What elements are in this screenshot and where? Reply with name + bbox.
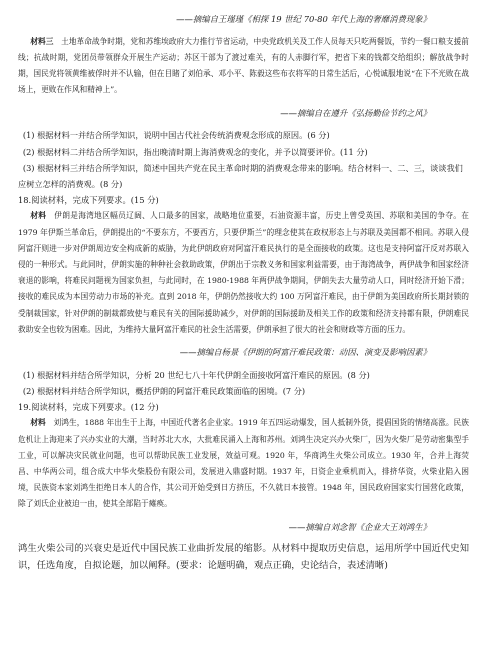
question-heading	[18, 399, 469, 415]
source-citation-text: ——摘编自在遵升《弘扬勤俭节约之风》	[280, 107, 431, 118]
material-1-text: 刘鸿生，1888 年出生于上海，中国近代著名企业家。1919 年五四运动爆发，国人抵制外货，提倡国货的情绪高涨。民族危机让上海迎来了兴办实业的大潮，当时苏北大水，大批难民涌入上海和苏州。刘鸿生决定兴办火柴厂，因为火柴厂是劳动密集型手工业，可以解决灾民就业问题，也可以帮助民族工业发展，效益可观。1920 年，华商鸿生火柴公司成立。1930 年，合并上海荧昌、中华两公司，组合成大中华火柴股份有限公司，发展进入鼎盛时期。1937 年，日资企业乘机而入，排挤华资，火柴业陷入困境，民族资本家刘鸿生拒绝日本人的合作，其公司开始受到日方挤压，不久就日本接管。1948 年，国民政府国家实行国营化政策，除了刘氏企业被迫一由，使其全部陷于瘫痪。	[18, 418, 469, 509]
question-text: (2) 根据材料并结合所学知识，概括伊朗的阿富汗难民政策面临的困境。(7 分)	[22, 386, 306, 396]
question	[18, 144, 469, 160]
question	[18, 160, 469, 192]
source-citation	[18, 521, 469, 533]
question-text: (1) 根据材料一并结合所学知识，说明中国古代社会传统消费观念形成的原因。(6 分)	[22, 130, 330, 141]
question-heading-text: 18.阅读材料，完成下列要求。(15 分)	[18, 195, 159, 206]
material-label: 材料三	[30, 36, 54, 46]
source-citation-text: ——摘编自王瑾瑾《相探 19 世纪 70-80 年代上海的奢靡消费现象》	[176, 14, 431, 25]
material-3	[18, 34, 469, 99]
question-text: (3) 根据材料三并结合所学知识，简述中国共产党在民主革命时期的消费观念带来的影响。结合材料一、二、三，谈谈我们应树立怎样的消费观。(8 分)	[18, 162, 463, 189]
question-heading-text: 19.阅读材料，完成下列要求。(12 分)	[18, 402, 159, 413]
question-text: (2) 根据材料二并结合所学知识，指出晚清时期上海消费观念的变化，并予以简要评价。(11 分)	[22, 146, 368, 157]
source-citation	[18, 13, 469, 25]
material-label: 材料	[30, 211, 47, 221]
source-citation	[18, 107, 469, 119]
prompt-text-text: 鸿生火柴公司的兴衰史是近代中国民族工业曲折发展的缩影。从材料中提取历史信息，运用所学中国近代史知识，任选角度，自拟论题，加以阐释。(要求：论题明确，观点正确，史论结合，表述清晰)	[18, 543, 469, 571]
material-1-text: 伊朗是海湾地区幅员辽阔、人口最多的国家，战略地位重要，石油资源丰富，历史上曾受英国、苏联和美国的争夺。在 1979 年伊斯兰革命后，伊朗提出的“不要东方，不要西方，只要伊斯兰”的理念使其在政权形态上与苏联及美国都不相同。苏联入侵阿富汗则进一步对伊朗周边安全构成新的威胁，为此伊朗政府对阿富汗难民执行的是全面接收的政策。这也是支持阿富汗反对苏联入侵的一种形式。与此同时，伊朗实施的种种社会救助政策，伊朗出于宗教义务和国家利益需要，由于海湾战争，两伊战争和国家经济衰退的影响，将难民问题视为国家负担，与此同时，在 1980-1988 年两伊战争期间，伊朗失去大量劳动人口，同时经济开始下滑；接收的难民成为本国劳动力市场的补充。直到 2018 年，伊朗仍然接收大约 100 万阿富汗难民，由于伊朗为美国政府所长期封锁的受制裁国家，针对伊朗的制裁都致使与难民有关的国际援助减少，对伊朗的国际援助及相关工作的政策和经济支持都有限，伊朗难民救助安全也较为困难。因此，为维持大量阿富汗难民的社会生活需要，伊朗承担了很大的社会和财政等方面的压力。	[18, 211, 469, 334]
material-3-text: 土地革命战争时期，党和苏维埃政府大力推行节省运动，中央党政机关及工作人员每天只吃两餐饭，节约一餐口粮支援前线；抗战时期，党团员带领群众开展生产运动；苏区干部为了渡过难关，有的人赤脚行军，把省下来的钱都交给组织；解放战争时期，国民党将领黄维被俘时并不认输，但在目睹了刘伯承、邓小平、陈毅这些布衣将军的日常生活后，心悦诚服地说“在下不光败在战场上，更败在作风和精神上”。	[18, 36, 469, 95]
question	[18, 383, 469, 399]
question	[18, 127, 469, 143]
material-1	[18, 208, 469, 338]
source-citation-text: ——摘编自杨景《伊朗的阿富汗难民政策：动因、演变及影响因素》	[179, 347, 431, 358]
question-text: (1) 根据材料并结合所学知识，分析 20 世纪七八十年代伊朗全面接收阿富汗难民的原因。(8 分)	[22, 369, 370, 380]
material-1	[18, 415, 469, 512]
prompt-text	[18, 541, 469, 574]
source-citation-text: ——摘编自刘念智《企业大王刘鸿生》	[288, 522, 431, 533]
question-heading	[18, 192, 469, 208]
question	[18, 367, 469, 383]
source-citation	[18, 346, 469, 358]
material-label: 材料	[30, 418, 46, 428]
